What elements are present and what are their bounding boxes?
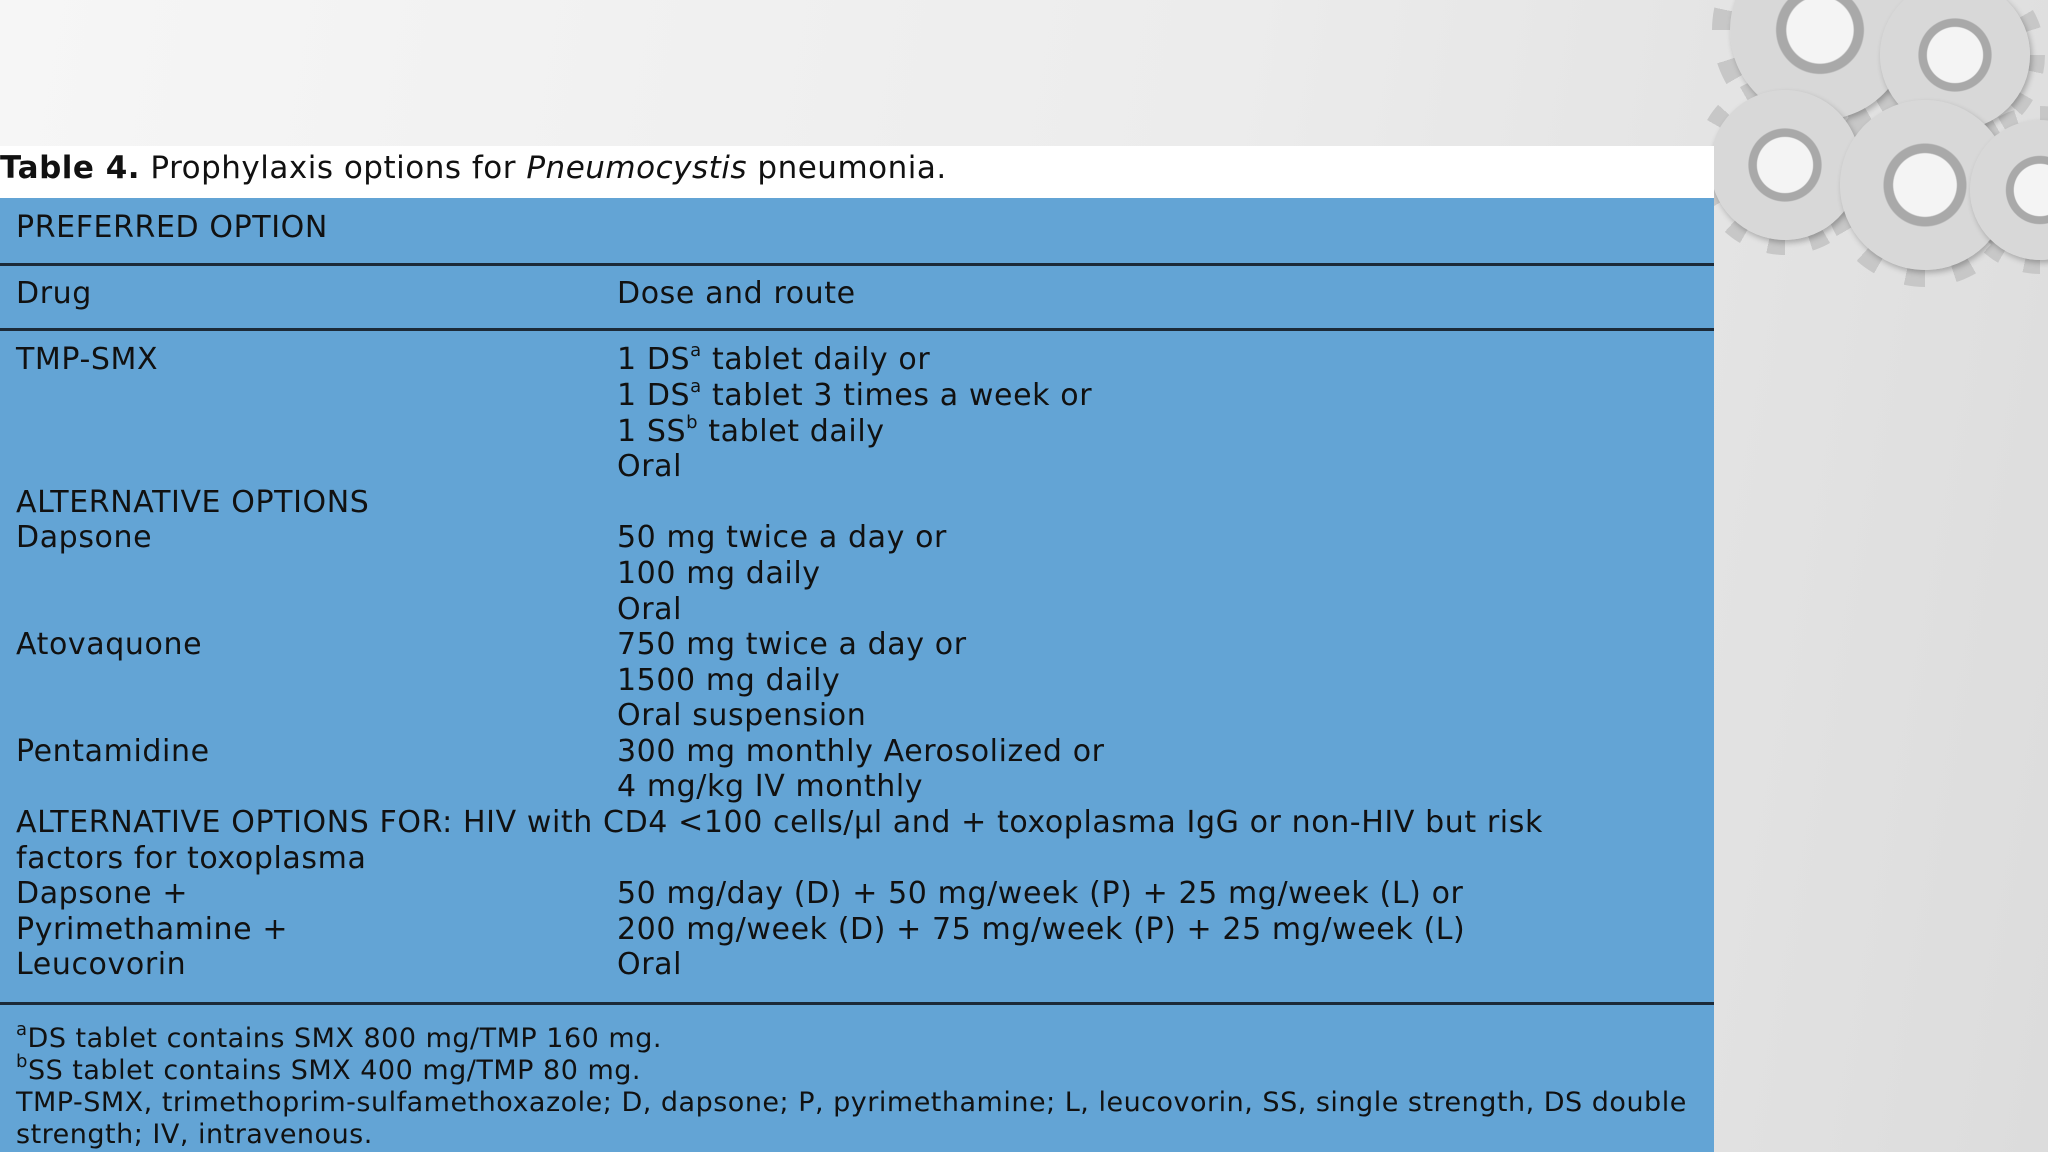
divider (0, 1002, 1714, 1005)
drug-pyrimethamine: Pyrimethamine + (16, 912, 289, 947)
drug-atovaquone: Atovaquone (16, 627, 203, 662)
dose-line: 200 mg/week (D) + 75 mg/week (P) + 25 mg/week (L) (617, 912, 1466, 947)
dose-line: 4 mg/kg IV monthly (617, 769, 924, 804)
drug-pentamidine: Pentamidine (16, 734, 210, 769)
footnote-text: SS tablet contains SMX 400 mg/TMP 80 mg. (27, 1055, 642, 1086)
route: Oral (617, 947, 683, 982)
caption-text-pre: Prophylaxis options for (150, 150, 527, 186)
drug-leucovorin: Leucovorin (16, 947, 187, 982)
gear-icon (1710, 90, 1860, 240)
footnote-marker: a (690, 376, 702, 397)
dose-text: 1 DS (617, 378, 691, 413)
dose-line: 1500 mg daily (617, 663, 841, 698)
footnote-b (16, 1051, 642, 1087)
footnote-marker: a (16, 1019, 28, 1040)
dose-text: tablet daily or (701, 342, 931, 377)
dose-line: 50 mg twice a day or (617, 520, 947, 555)
header-dose: Dose and route (617, 276, 856, 311)
decorative-gears (1690, 0, 2048, 300)
footnote-marker: b (686, 412, 699, 433)
section-alternative-for-cont: factors for toxoplasma (16, 841, 367, 876)
divider (0, 328, 1714, 331)
table-label: Table 4. (0, 150, 141, 186)
caption-text-post: pneumonia. (747, 150, 947, 186)
route: Oral (617, 592, 683, 627)
dose-text: tablet daily (698, 414, 885, 449)
section-preferred: PREFERRED OPTION (16, 210, 328, 245)
dose-line (617, 414, 885, 450)
footnote-marker: b (16, 1051, 28, 1072)
footnote-a (16, 1019, 662, 1055)
dose-text: tablet 3 times a week or (701, 378, 1093, 413)
dose-line: 100 mg daily (617, 556, 821, 591)
dose-line: 300 mg monthly Aerosolized or (617, 734, 1105, 769)
footnote-text: DS tablet contains SMX 800 mg/TMP 160 mg. (27, 1023, 662, 1054)
drug-dapsone: Dapsone (16, 520, 153, 555)
header-drug: Drug (16, 276, 92, 311)
drug-dapsone-combo: Dapsone + (16, 876, 189, 911)
table-caption (0, 146, 1714, 198)
dose-line (617, 342, 930, 378)
drug-tmp-smx: TMP-SMX (16, 342, 159, 377)
route: Oral (617, 449, 683, 484)
divider (0, 263, 1714, 266)
dose-line: 750 mg twice a day or (617, 627, 967, 662)
section-alternative: ALTERNATIVE OPTIONS (16, 485, 370, 520)
footnote-marker: a (690, 340, 702, 361)
abbreviations: TMP-SMX, trimethoprim-sulfamethoxazole; D, dapsone; P, pyrimethamine; L, leucovorin, SS, single strength, DS double (16, 1087, 1687, 1118)
dose-line (617, 378, 1092, 414)
abbreviations-cont: strength; IV, intravenous. (16, 1119, 373, 1150)
dose-text: 1 SS (617, 414, 687, 449)
dose-text: 1 DS (617, 342, 691, 377)
section-alternative-for: ALTERNATIVE OPTIONS FOR: HIV with CD4 <100 cells/µl and + toxoplasma IgG or non-HIV but risk (16, 805, 1543, 840)
dose-line: 50 mg/day (D) + 50 mg/week (P) + 25 mg/week (L) or (617, 876, 1464, 911)
caption-text-italic: Pneumocystis (526, 150, 748, 186)
prophylaxis-table (0, 198, 1714, 1152)
route: Oral suspension (617, 698, 867, 733)
